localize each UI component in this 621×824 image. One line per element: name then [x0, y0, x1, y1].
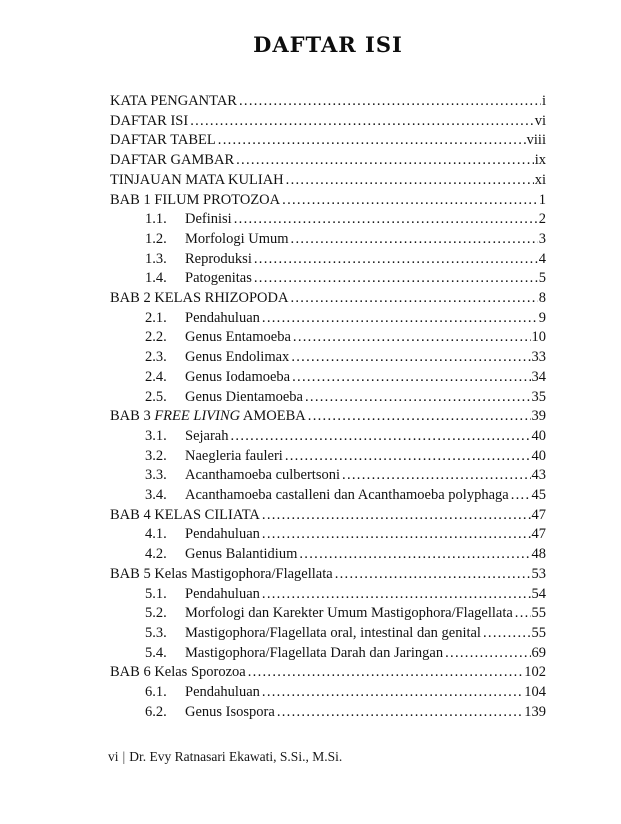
toc-row [110, 348, 546, 368]
toc-row [110, 112, 546, 132]
toc-entry-page: 33 [531, 349, 546, 366]
toc-row [110, 171, 546, 191]
toc-entry-label: Patogenitas [185, 270, 252, 287]
toc-entry-number: 3.4. [145, 487, 167, 504]
dot-leader [291, 348, 530, 368]
toc-row [110, 407, 546, 427]
dot-leader [230, 427, 530, 447]
toc-entry-page: 47 [531, 506, 546, 523]
toc-entry-number: 6.1. [145, 684, 167, 701]
toc-entry-page: 104 [524, 684, 546, 701]
toc-entry-label: Genus Balantidium [185, 546, 298, 563]
dot-leader [218, 131, 526, 151]
footer-separator: | [122, 749, 126, 764]
toc-entry-number: 2.3. [145, 349, 167, 366]
toc-row [110, 427, 546, 447]
toc-row [110, 703, 546, 723]
dot-leader [286, 171, 534, 191]
toc-entry-page: xi [534, 171, 546, 188]
toc-entry-page: 55 [531, 605, 546, 622]
toc-row [110, 191, 546, 211]
toc-entry-number: 3.2. [145, 447, 167, 464]
dot-leader [248, 663, 524, 683]
dot-leader [282, 191, 538, 211]
toc-row [110, 447, 546, 467]
toc-entry-number: 3.1. [145, 427, 167, 444]
toc-entry-label: Mastigophora/Flagellata Darah dan Jaringan [185, 644, 444, 661]
toc-entry-number: 2.4. [145, 368, 167, 385]
toc-entry-label: Pendahuluan [185, 309, 260, 326]
toc-entry-page: vi [534, 112, 546, 129]
toc-entry-number: 5.4. [145, 644, 167, 661]
toc-entry-number: 2.5. [145, 388, 167, 405]
toc-row [110, 309, 546, 329]
toc-entry-page: viii [526, 132, 546, 149]
toc-entry-page: 48 [531, 546, 546, 563]
toc-row [110, 250, 546, 270]
dot-leader [262, 525, 531, 545]
toc-row [110, 565, 546, 585]
dot-leader [308, 407, 531, 427]
toc-entry-label: TINJAUAN MATA KULIAH [110, 171, 284, 188]
toc-entry-label: Mastigophora/Flagellata oral, intestinal dan genital [185, 624, 481, 641]
dot-leader [292, 368, 530, 388]
toc-entry-label: Pendahuluan [185, 585, 260, 602]
toc-row [110, 289, 546, 309]
toc-entry-number: 5.1. [145, 585, 167, 602]
dot-leader [262, 683, 523, 703]
toc-row [110, 506, 546, 526]
toc-entry-page: 10 [531, 329, 546, 346]
toc-row [110, 604, 546, 624]
toc-entry-number: 4.2. [145, 546, 167, 563]
toc-entry-page: 35 [531, 388, 546, 405]
dot-leader [234, 210, 538, 230]
toc-entry-label: BAB 2 KELAS RHIZOPODA [110, 290, 289, 307]
toc-row [110, 131, 546, 151]
toc-entry-number: 3.3. [145, 467, 167, 484]
toc-entry-label: BAB 3 FREE LIVING AMOEBA [110, 408, 306, 425]
toc-row [110, 230, 546, 250]
dot-leader [483, 624, 531, 644]
toc-entry-number: 1.1. [145, 211, 167, 228]
dot-leader [262, 585, 531, 605]
toc-entry-page: 45 [531, 487, 546, 504]
dot-leader [262, 506, 531, 526]
dot-leader [515, 604, 531, 624]
toc-row [110, 92, 546, 112]
toc-entry-number: 5.3. [145, 624, 167, 641]
toc-entry-label: Acanthamoeba castalleni dan Acanthamoeba polyphaga [185, 487, 509, 504]
toc-entry-label: Naegleria fauleri [185, 447, 283, 464]
toc-row [110, 585, 546, 605]
toc-entry-label: Morfologi Umum [185, 230, 289, 247]
toc-entry-page: 40 [531, 447, 546, 464]
toc-entry-label: KATA PENGANTAR [110, 93, 237, 109]
toc-entry-label: Pendahuluan [185, 526, 260, 543]
toc-entry-label: Genus Isospora [185, 703, 275, 720]
toc-row [110, 388, 546, 408]
toc-entry-number: 2.1. [145, 309, 167, 326]
toc-row [110, 328, 546, 348]
toc-entry-page: 55 [531, 624, 546, 641]
toc-entry-label: DAFTAR GAMBAR [110, 152, 235, 169]
toc-entry-label: BAB 6 Kelas Sporozoa [110, 664, 246, 681]
toc-row [110, 545, 546, 565]
toc-entry-number: 5.2. [145, 605, 167, 622]
toc-entry-label: Genus Endolimax [185, 349, 290, 366]
toc-entry-label: Pendahuluan [185, 684, 260, 701]
page-footer [108, 748, 342, 766]
toc-entry-label: Definisi [185, 211, 232, 228]
toc-list [110, 92, 546, 723]
dot-leader [445, 644, 530, 664]
toc-entry-number: 6.2. [145, 703, 167, 720]
page-title: DAFTAR ISI [253, 32, 403, 57]
toc-entry-page: 47 [531, 526, 546, 543]
toc-entry-label: DAFTAR TABEL [110, 132, 216, 149]
toc-row [110, 644, 546, 664]
dot-leader [342, 466, 530, 486]
toc-row [110, 683, 546, 703]
toc-entry-label: Reproduksi [185, 250, 252, 267]
dot-leader [254, 269, 538, 289]
dot-leader [290, 289, 537, 309]
toc-entry-page: 139 [524, 703, 546, 720]
toc-entry-page: 54 [531, 585, 546, 602]
toc-row [110, 466, 546, 486]
toc-entry-page: 34 [531, 368, 546, 385]
toc-entry-page: 53 [531, 565, 546, 582]
toc-entry-number: 1.2. [145, 230, 167, 247]
toc-entry-page: 39 [531, 408, 546, 425]
toc-row [110, 151, 546, 171]
footer-page-number: vi [108, 749, 119, 764]
toc-entry-number: 4.1. [145, 526, 167, 543]
toc-entry-label: Genus Dientamoeba [185, 388, 303, 405]
toc-row [110, 663, 546, 683]
toc-entry-label: BAB 5 Kelas Mastigophora/Flagellata [110, 565, 333, 582]
dot-leader [511, 486, 531, 506]
toc-entry-page: 3 [538, 230, 546, 247]
dot-leader [335, 565, 531, 585]
toc-entry-page: 40 [531, 427, 546, 444]
toc-entry-page: i [541, 93, 546, 109]
toc-entry-label: Genus Iodamoeba [185, 368, 291, 385]
toc-entry-page: 4 [538, 250, 546, 267]
toc-entry-page: ix [534, 152, 546, 169]
toc-entry-page: 9 [538, 309, 546, 326]
toc-entry-label: BAB 4 KELAS CILIATA [110, 506, 260, 523]
toc-entry-label: Morfologi dan Karekter Umum Mastigophora/Flagellata [185, 605, 513, 622]
dot-leader [305, 388, 531, 408]
dot-leader [239, 92, 541, 112]
toc-row [110, 486, 546, 506]
toc-row [110, 525, 546, 545]
toc-entry-label: Acanthamoeba culbertsoni [185, 467, 341, 484]
toc-entry-number: 2.2. [145, 329, 167, 346]
toc-entry-page: 1 [538, 191, 546, 208]
dot-leader [236, 151, 534, 171]
dot-leader [254, 250, 538, 270]
toc-entry-label: DAFTAR ISI [110, 112, 189, 129]
toc-row [110, 210, 546, 230]
toc-entry-page: 8 [538, 290, 546, 307]
toc-row [110, 269, 546, 289]
toc-entry-label: BAB 1 FILUM PROTOZOA [110, 191, 281, 208]
toc-entry-page: 5 [538, 270, 546, 287]
dot-leader [277, 703, 523, 723]
dot-leader [262, 309, 538, 329]
toc-entry-label: Genus Entamoeba [185, 329, 291, 346]
dot-leader [293, 328, 531, 348]
toc-entry-label: Sejarah [185, 427, 229, 444]
toc-entry-page: 102 [524, 664, 546, 681]
toc-row [110, 624, 546, 644]
toc-entry-page: 2 [538, 211, 546, 228]
toc-entry-number: 1.3. [145, 250, 167, 267]
toc-entry-number: 1.4. [145, 270, 167, 287]
toc-row [110, 368, 546, 388]
dot-leader [291, 230, 538, 250]
dot-leader [190, 112, 534, 132]
toc-entry-page: 69 [531, 644, 546, 661]
toc-entry-page: 43 [531, 467, 546, 484]
dot-leader [299, 545, 530, 565]
footer-author: Dr. Evy Ratnasari Ekawati, S.Si., M.Si. [129, 749, 343, 764]
dot-leader [285, 447, 531, 467]
